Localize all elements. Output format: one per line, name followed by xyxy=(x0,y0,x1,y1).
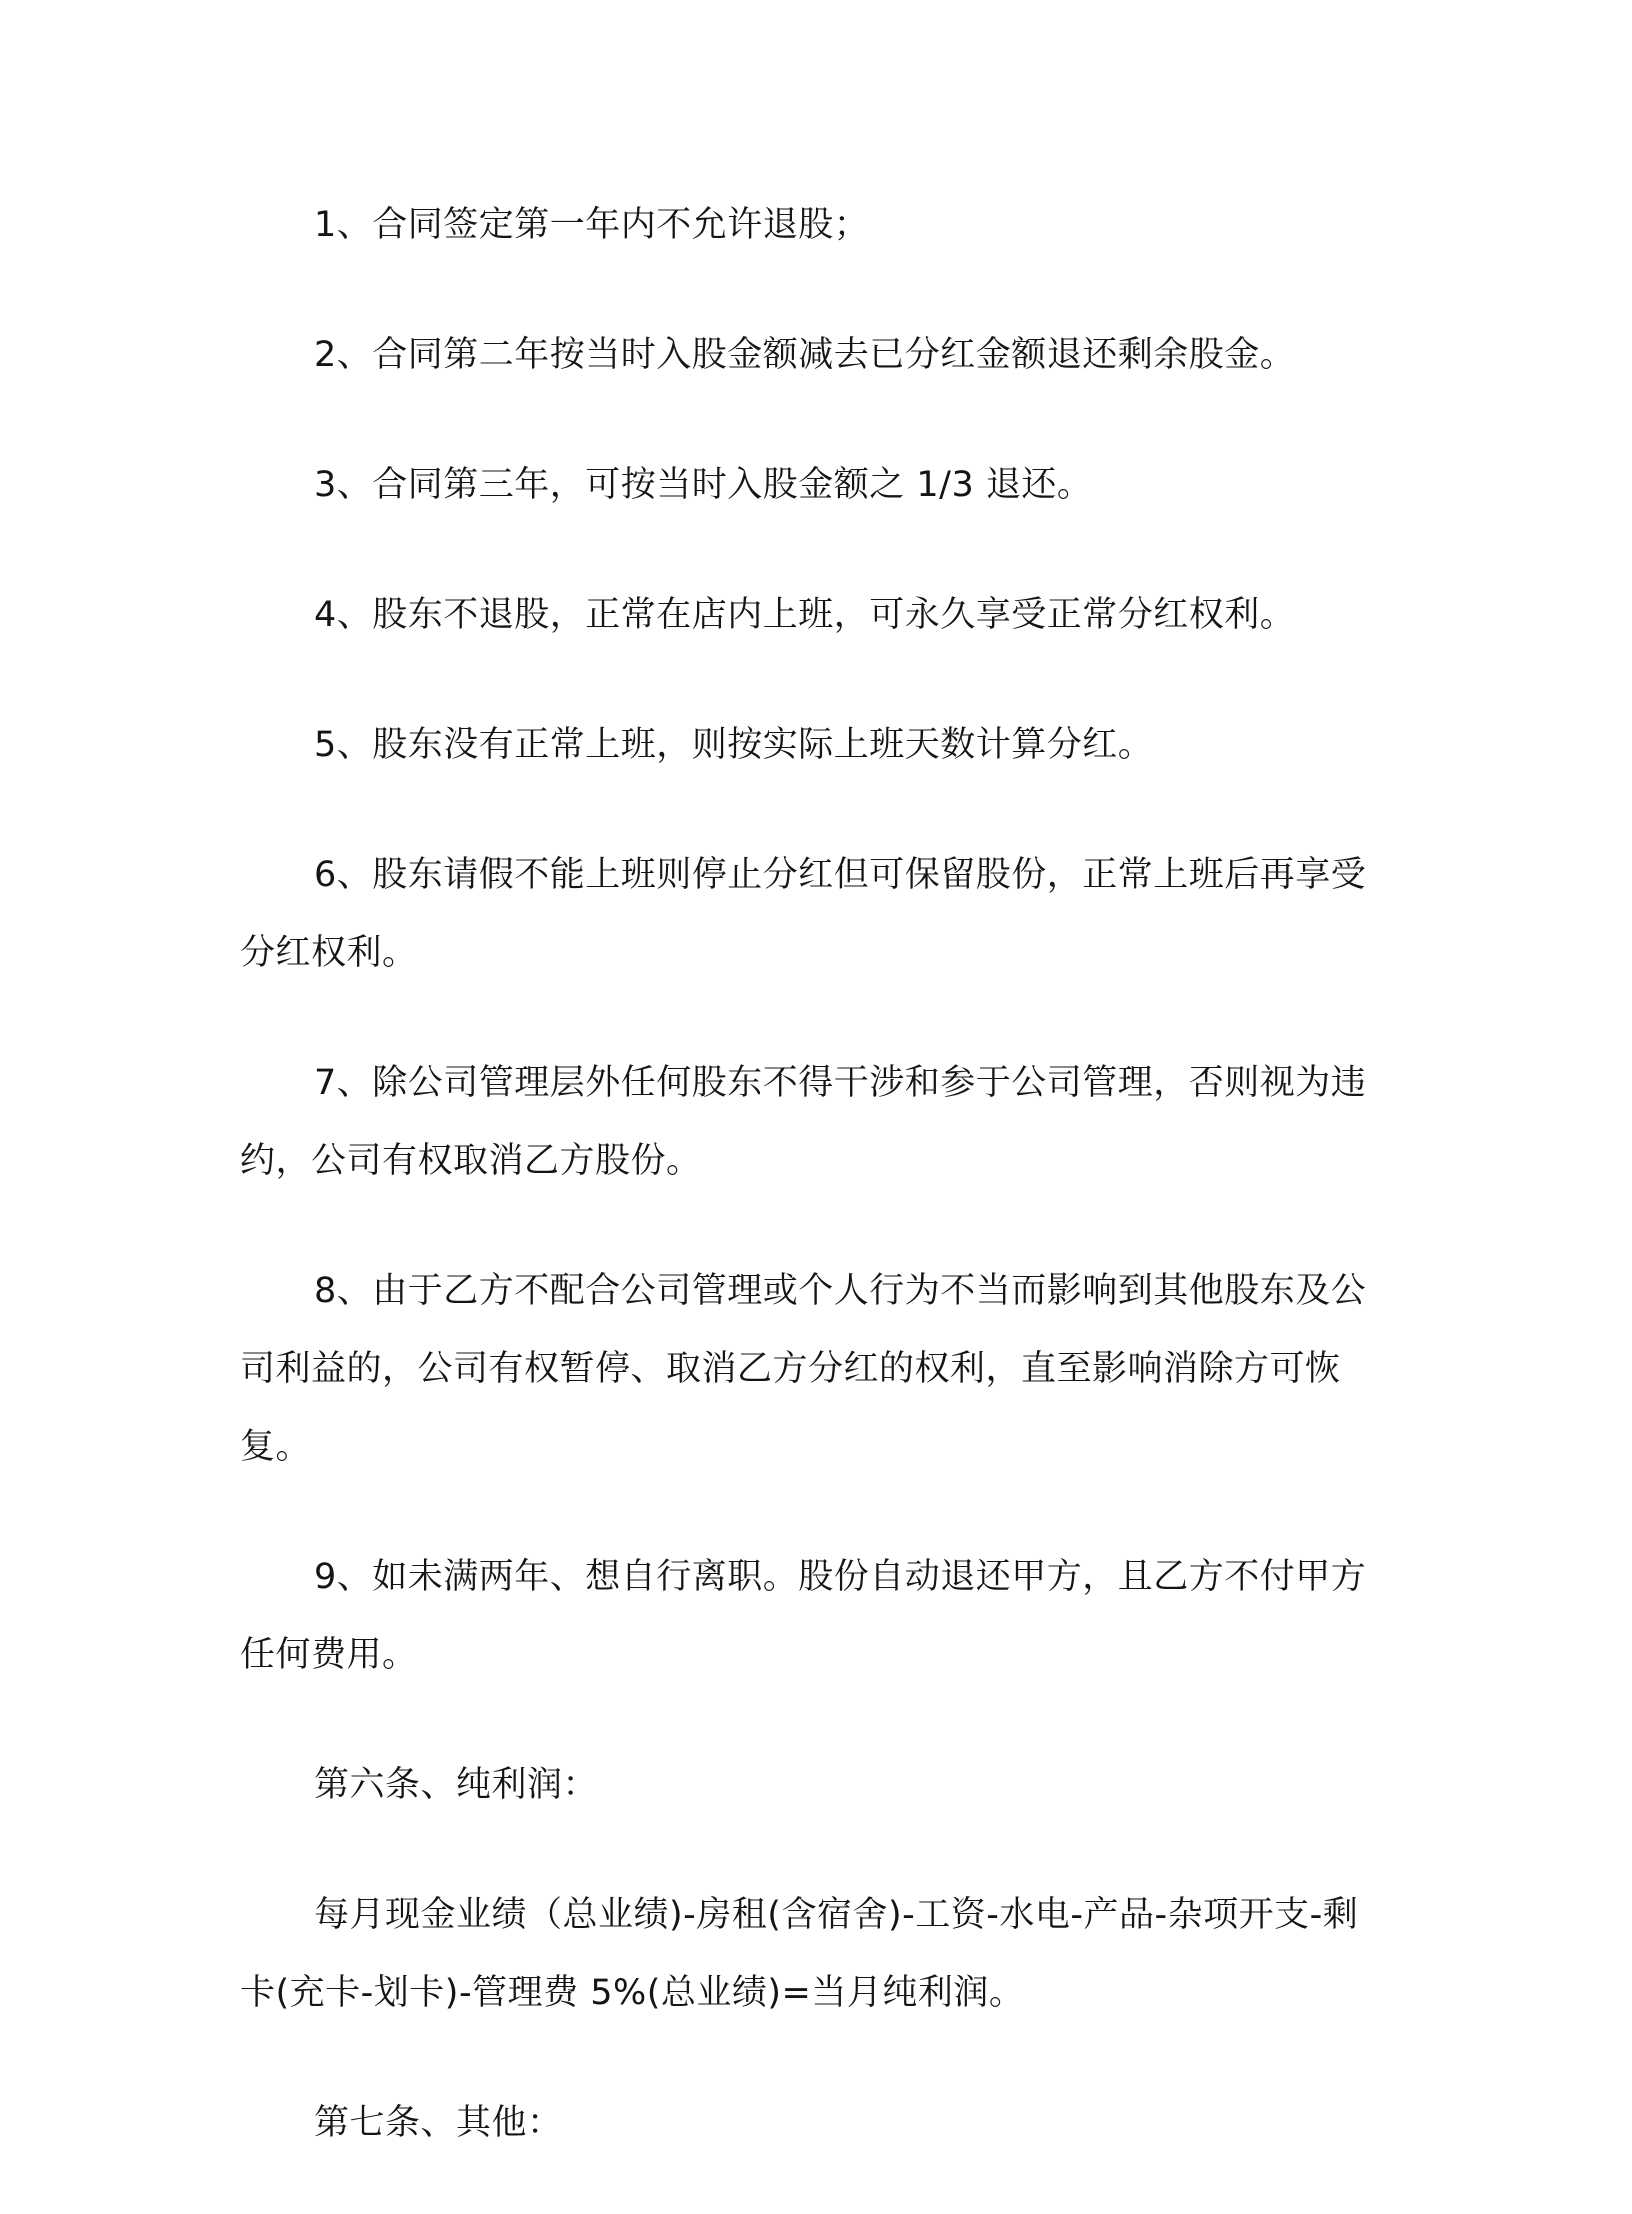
article-6-body: 每月现金业绩（总业绩)-房租(含宿舍)-工资-水电-产品-杂项开支-剩卡(充卡-划卡)-管理费 5%(总业绩)=当月纯利润。 xyxy=(240,1895,1359,2013)
clause-5: 5、股东没有正常上班，则按实际上班天数计算分红。 xyxy=(314,725,1154,765)
clause-7: 7、除公司管理层外任何股东不得干涉和参于公司管理，否则视为违约，公司有权取消乙方股份。 xyxy=(240,1063,1367,1181)
clause-2: 2、合同第二年按当时入股金额减去已分红金额退还剩余股金。 xyxy=(314,335,1296,375)
clause-9: 9、如未满两年、想自行离职。股份自动退还甲方，且乙方不付甲方任何费用。 xyxy=(240,1557,1367,1675)
clause-1: 1、合同签定第一年内不允许退股； xyxy=(314,205,870,245)
clause-4: 4、股东不退股，正常在店内上班，可永久享受正常分红权利。 xyxy=(314,595,1296,635)
clause-6: 6、股东请假不能上班则停止分红但可保留股份，正常上班后再享受分红权利。 xyxy=(240,855,1367,973)
clause-8: 8、由于乙方不配合公司管理或个人行为不当而影响到其他股东及公司利益的，公司有权暂停、取消乙方分红的权利，直至影响消除方可恢复。 xyxy=(240,1271,1367,1467)
article-7-heading: 第七条、其他： xyxy=(314,2103,563,2143)
clause-3: 3、合同第三年，可按当时入股金额之 1/3 退还。 xyxy=(314,465,1093,505)
article-6-heading: 第六条、纯利润： xyxy=(314,1765,599,1805)
document-body xyxy=(240,186,1376,2214)
